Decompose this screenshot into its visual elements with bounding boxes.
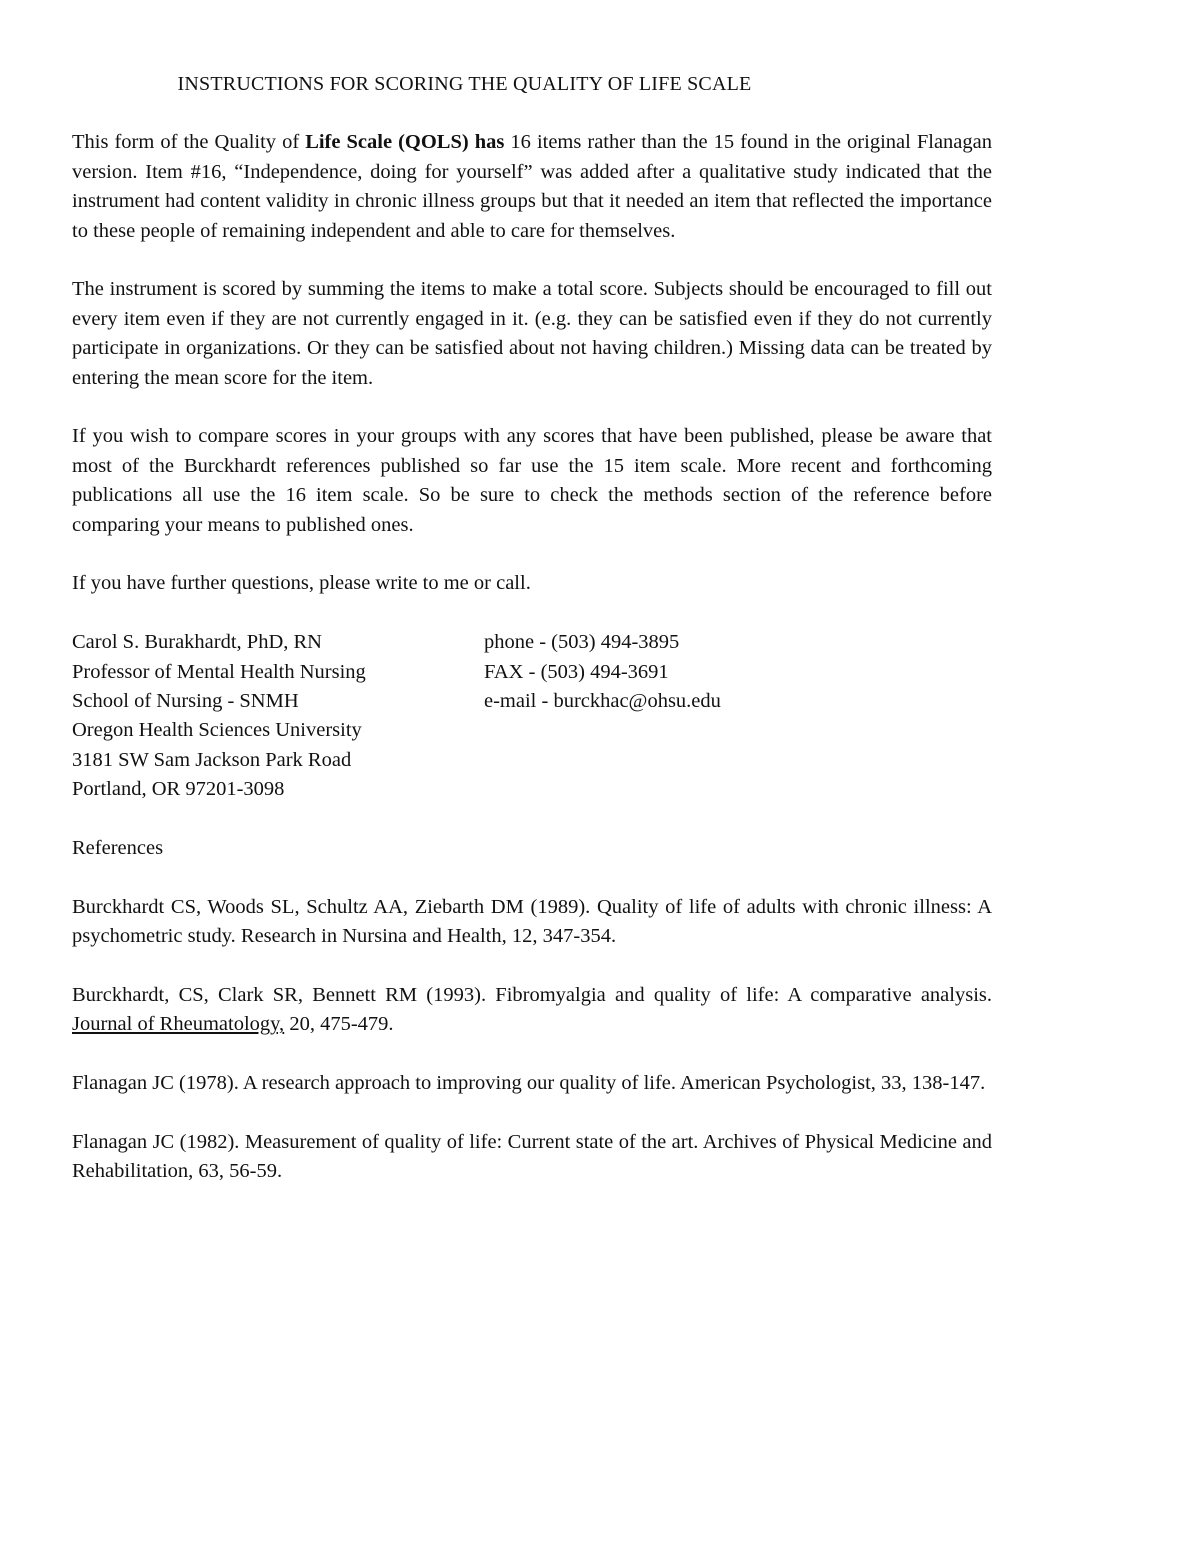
contact-block [72,628,992,804]
contact-position: Professor of Mental Health Nursing [72,660,366,683]
contact-street: 3181 SW Sam Jackson Park Road [72,748,352,771]
contact-department: School of Nursing - SNMH [72,690,299,713]
document-title: INSTRUCTIONS FOR SCORING THE QUALITY OF LIFE SCALE [177,73,752,95]
reference-item: Flanagan JC (1978). A research approach to improving our quality of life. American Psychologist, 33, 138-147. [72,1072,986,1095]
intro-bold-text: Life Scale (QOLS) has [305,131,505,154]
references-heading: References [72,837,164,860]
intro-text-end: 16 items rather than the 15 found in the original Flanagan version. Item #16, “Independence, doing for yourself” was added after a qualitative study indicated that the instrument had content validity in chronic illness groups but that it needed an item that reflected the importance to these people of remaining independent and able to care for themselves. [72,131,992,242]
contact-city: Portland, OR 97201-3098 [72,778,285,801]
intro-paragraph [72,128,992,246]
contact-university: Oregon Health Sciences University [72,719,362,742]
document-page [72,70,992,1216]
contact-name: Carol S. Burakhardt, PhD, RN [72,631,322,654]
reference-text-end: 20, 475-479. [284,1013,394,1036]
reference-item: Flanagan JC (1982). Measurement of quality of life: Current state of the art. Archives of Physical Medicine and Rehabilitation, 63, 56-59. [72,1131,992,1183]
reference-journal: Journal of Rheumatology, [72,1013,285,1036]
contact-phone: phone - (503) 494-3895 [484,631,680,654]
scoring-paragraph: The instrument is scored by summing the items to make a total score. Subjects should be encouraged to fill out every item even if they are not currently engaged in it. (e.g. they can be satisfied even if they do not currently participate in organizations. Or they can be satisfied about not having children.) Missing data can be treated by entering the mean score for the item. [72,278,992,389]
reference-text-start: Burckhardt, CS, Clark SR, Bennett RM (1993). Fibromyalgia and quality of life: A comparative analysis. [72,984,992,1007]
intro-text-start: This form of the Quality of [72,131,306,154]
reference-item [72,981,992,1040]
contact-email: e-mail - burckhac@ohsu.edu [484,690,721,713]
questions-paragraph: If you have further questions, please write to me or call. [72,572,531,595]
contact-address [72,628,484,804]
contact-communication [484,628,721,804]
reference-item: Burckhardt CS, Woods SL, Schultz AA, Ziebarth DM (1989). Quality of life of adults with chronic illness: A psychometric study. Research in Nursina and Health, 12, 347-354. [72,895,992,948]
contact-fax: FAX - (503) 494-3691 [484,660,669,683]
compare-paragraph: If you wish to compare scores in your groups with any scores that have been published, please be aware that most of the Burckhardt references published so far use the 15 item scale. More recent and forthcoming publications all use the 16 item scale. So be sure to check the methods section of the reference before comparing your means to published ones. [72,425,992,536]
